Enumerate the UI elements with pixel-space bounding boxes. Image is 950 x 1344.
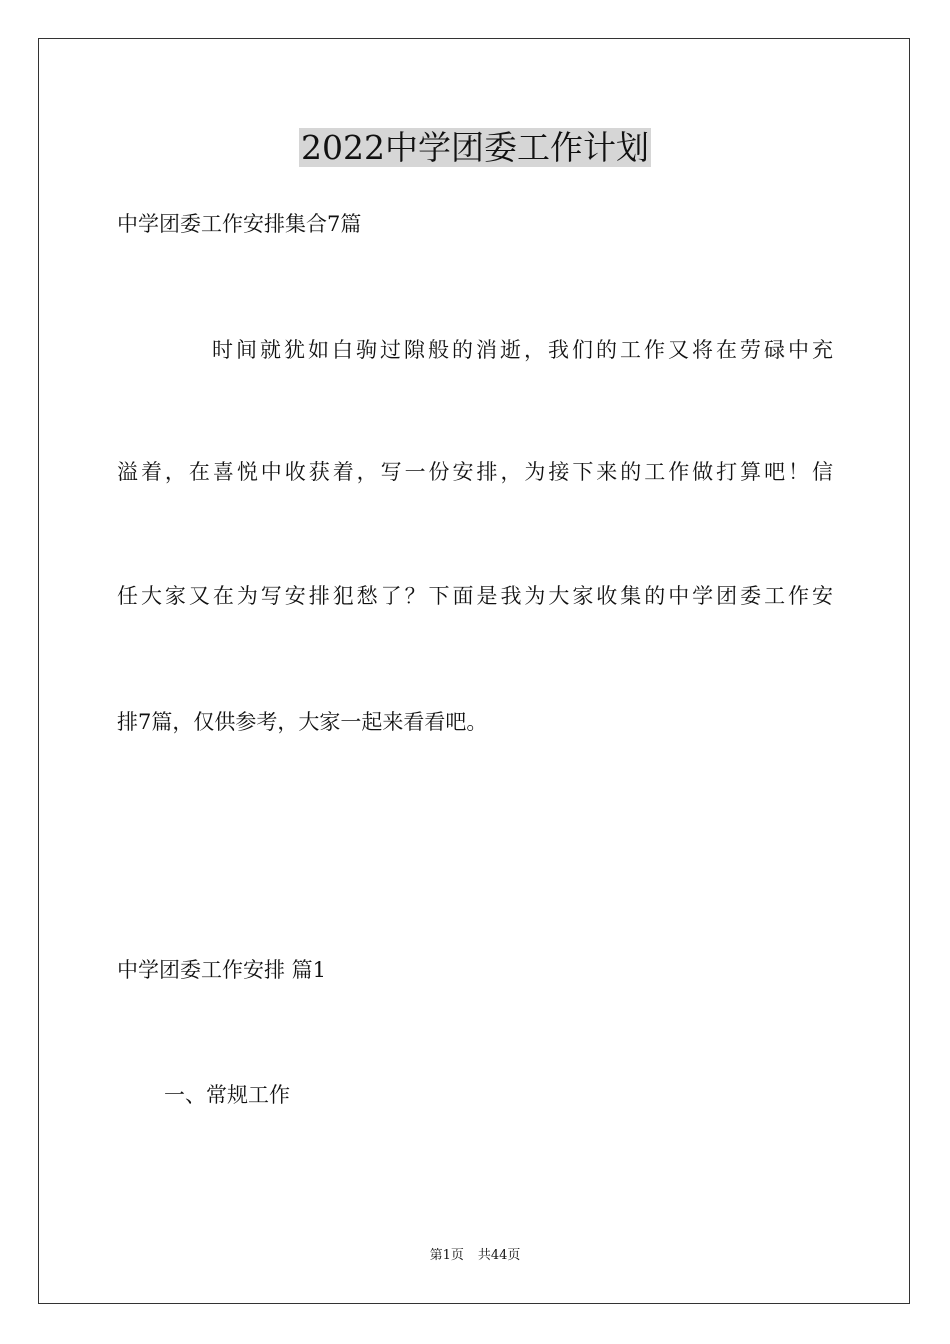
document-title <box>0 126 950 170</box>
intro-line-1: 时间就犹如白驹过隙般的消逝，我们的工作又将在劳碌中充 <box>212 338 833 362</box>
intro-line-4: 排7篇，仅供参考，大家一起来看看吧。 <box>117 710 488 734</box>
intro-line-3: 任大家又在为写安排犯愁了？下面是我为大家收集的中学团委工作安 <box>117 584 833 608</box>
intro-line-2: 溢着，在喜悦中收获着，写一份安排，为接下来的工作做打算吧！信 <box>117 460 833 484</box>
page-total: 共44页 <box>477 1248 521 1263</box>
page-footer <box>0 1247 950 1265</box>
page-number: 第1页 <box>429 1248 464 1263</box>
document-subtitle: 中学团委工作安排集合7篇 <box>117 212 362 236</box>
section-heading: 中学团委工作安排 篇1 <box>117 958 327 982</box>
title-text: 2022中学团委工作计划 <box>301 128 649 167</box>
subsection-heading: 一、常规工作 <box>164 1083 290 1107</box>
